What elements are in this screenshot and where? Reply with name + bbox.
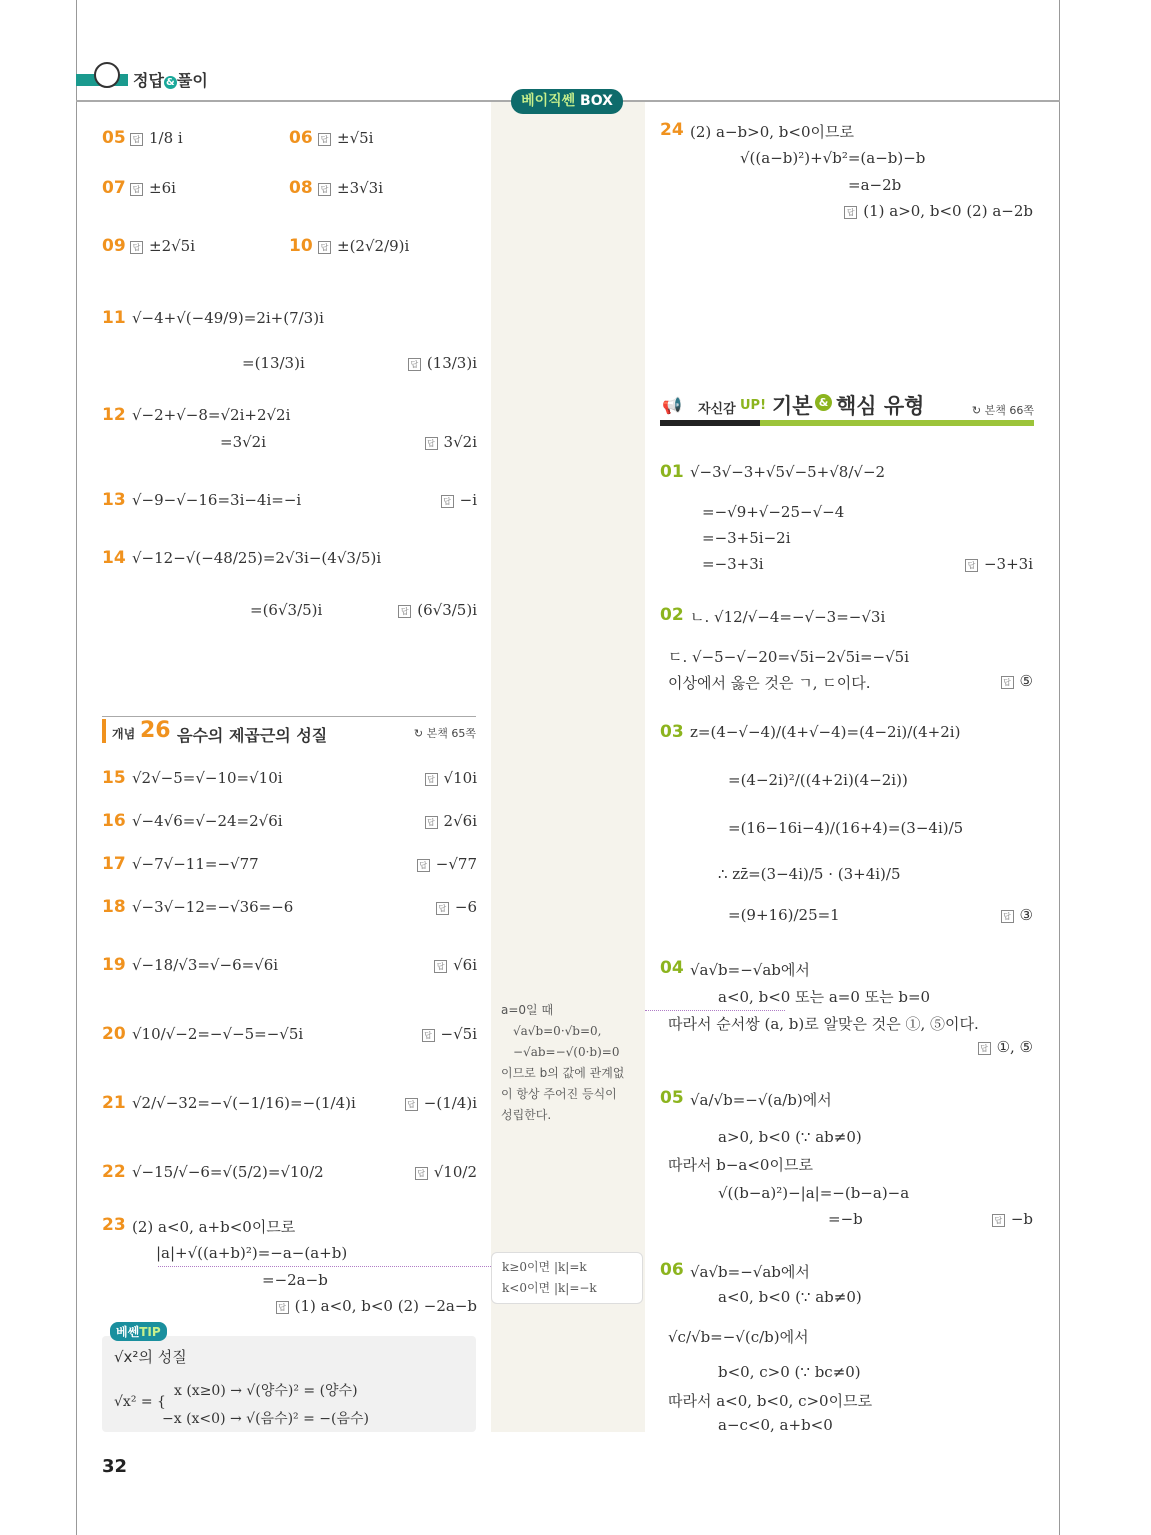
solution-line: √((b−a)²)−|a|=−(b−a)−a bbox=[718, 1184, 910, 1202]
answer-value: 1/8 i bbox=[149, 129, 183, 147]
box-label-text: 베이직쎈 bbox=[521, 93, 576, 109]
answer bbox=[130, 179, 176, 197]
tip-case-positive: x (x≥0) → √(양수)² = (양수) bbox=[174, 1383, 358, 1399]
answer-mark-icon: 답 bbox=[130, 241, 143, 254]
solution-line: =(13/3)i bbox=[242, 354, 305, 372]
answer bbox=[844, 202, 1033, 220]
tip-title: √x²의 성질 bbox=[114, 1348, 187, 1366]
solution-line: √−12−√(−48/25)=2√3i−(4√3/5)i bbox=[132, 549, 382, 567]
basic-core-section-header bbox=[660, 390, 1034, 428]
concept-section-header bbox=[102, 716, 476, 745]
problem-number: 13 bbox=[102, 490, 126, 510]
textbook-page-ref: ↻ 본책 65쪽 bbox=[413, 727, 476, 740]
note-line: 이므로 b의 값에 관계없 bbox=[501, 1066, 625, 1080]
tip-box bbox=[102, 1322, 476, 1432]
solution-line: =a−2b bbox=[848, 176, 902, 194]
solution-line: √−2+√−8=√2i+2√2i bbox=[132, 406, 291, 424]
answer-value: ±3√3i bbox=[337, 179, 384, 197]
answer bbox=[276, 1297, 477, 1315]
answer bbox=[318, 237, 409, 255]
solution-line: √a/√b=−√(a/b)에서 bbox=[690, 1091, 832, 1109]
alarm-clock-icon bbox=[94, 62, 120, 88]
answer-mark-icon: 답 bbox=[992, 1214, 1005, 1227]
concept-title: 음수의 제곱근의 성질 bbox=[177, 726, 328, 745]
solution-line: =−3+3i bbox=[702, 555, 764, 573]
solution-line: =(6√3/5)i bbox=[250, 601, 323, 619]
answer bbox=[422, 1025, 477, 1043]
answer bbox=[425, 433, 477, 451]
tip-formula-lhs: √x² = { bbox=[114, 1394, 166, 1410]
answer-mark-icon: 답 bbox=[1001, 910, 1014, 923]
solution-line: ∴ zz̄=(3−4i)/5 · (3+4i)/5 bbox=[718, 865, 901, 883]
solution-line: =−2a−b bbox=[262, 1271, 328, 1289]
concept-label: 개념 bbox=[112, 727, 136, 741]
answer-mark-icon: 답 bbox=[318, 241, 331, 254]
solution-line: a<0, b<0 (∵ ab≠0) bbox=[718, 1288, 862, 1306]
megaphone-icon: 📢 bbox=[662, 396, 682, 415]
answer-mark-icon: 답 bbox=[318, 133, 331, 146]
problem-number: 17 bbox=[102, 854, 126, 874]
title-part: 풀이 bbox=[176, 71, 208, 90]
answer-value: −√77 bbox=[435, 855, 477, 873]
solution-line: √2√−5=√−10=√10i bbox=[132, 769, 283, 787]
solution-line: =−√9+√−25−√−4 bbox=[702, 503, 845, 521]
answer-value: (1) a<0, b<0 (2) −2a−b bbox=[294, 1297, 477, 1315]
answer bbox=[318, 129, 373, 147]
problem-number: 23 bbox=[102, 1215, 126, 1235]
answer-value: −√5i bbox=[440, 1025, 477, 1043]
solution-line: =3√2i bbox=[220, 433, 267, 451]
answer bbox=[318, 179, 383, 197]
note-line: k<0이면 |k|=−k bbox=[502, 1281, 597, 1295]
problem-number: 01 bbox=[660, 462, 684, 482]
solution-line: √a√b=−√ab에서 bbox=[690, 961, 810, 979]
answer bbox=[434, 956, 477, 974]
solution-line: √−3√−12=−√36=−6 bbox=[132, 898, 294, 916]
answer-mark-icon: 답 bbox=[441, 495, 454, 508]
note-line: −√ab=−√(0·b)=0 bbox=[513, 1045, 620, 1059]
problem-number: 09 bbox=[102, 236, 126, 256]
answer-value: √10i bbox=[443, 769, 477, 787]
solution-line: ㄷ. √−5−√−20=√5i−2√5i=−√5i bbox=[668, 648, 909, 666]
tip-case-negative: −x (x<0) → √(음수)² = −(음수) bbox=[162, 1411, 370, 1427]
solution-line: |a|+√((a+b)²)=−a−(a+b) bbox=[156, 1244, 348, 1262]
page-title bbox=[133, 68, 208, 91]
solution-line: √−4+√(−49/9)=2i+(7/3)i bbox=[132, 309, 324, 327]
tip-body bbox=[102, 1336, 476, 1432]
solution-line: √10/√−2=−√−5=−√5i bbox=[132, 1025, 304, 1043]
answer-value: −i bbox=[459, 491, 477, 509]
answer-value: (1) a>0, b<0 (2) a−2b bbox=[863, 202, 1033, 220]
answer bbox=[398, 601, 477, 619]
section-underline bbox=[760, 420, 1034, 426]
section-underline bbox=[660, 420, 760, 426]
ref-text: 본책 65쪽 bbox=[426, 727, 476, 740]
solution-line: √−7√−11=−√77 bbox=[132, 855, 259, 873]
problem-number: 14 bbox=[102, 548, 126, 568]
solution-line: b<0, c>0 (∵ bc≠0) bbox=[718, 1363, 861, 1381]
answer-mark-icon: 답 bbox=[417, 859, 430, 872]
answer bbox=[425, 769, 477, 787]
answer-mark-icon: 답 bbox=[318, 183, 331, 196]
answer-mark-icon: 답 bbox=[844, 206, 857, 219]
answer-mark-icon: 답 bbox=[405, 1098, 418, 1111]
note-line: k≥0이면 |k|=k bbox=[502, 1260, 587, 1274]
problem-number: 06 bbox=[289, 128, 313, 148]
section-label-up: UP! bbox=[740, 398, 767, 413]
answer-mark-icon: 답 bbox=[130, 183, 143, 196]
problem-number: 16 bbox=[102, 811, 126, 831]
problem-number: 22 bbox=[102, 1162, 126, 1182]
solution-line: √a√b=−√ab에서 bbox=[690, 1263, 810, 1281]
section-label: 자신감 bbox=[698, 402, 736, 417]
solution-line: (2) a−b>0, b<0이므로 bbox=[690, 123, 854, 141]
solution-line: a<0, b<0 또는 a=0 또는 b=0 bbox=[718, 988, 931, 1006]
answer bbox=[130, 237, 195, 255]
problem-number: 21 bbox=[102, 1093, 126, 1113]
ampersand-badge: & bbox=[164, 76, 177, 89]
answer-value: ±√5i bbox=[337, 129, 374, 147]
problem-number: 12 bbox=[102, 405, 126, 425]
section-title: 핵심 유형 bbox=[836, 394, 925, 418]
dotted-connector bbox=[158, 1266, 491, 1267]
problem-number: 18 bbox=[102, 897, 126, 917]
tip-label bbox=[110, 1322, 167, 1341]
answer bbox=[965, 555, 1033, 573]
problem-number: 15 bbox=[102, 768, 126, 788]
answer-mark-icon: 답 bbox=[408, 358, 421, 371]
answer-mark-icon: 답 bbox=[415, 1167, 428, 1180]
solution-line: √−4√6=√−24=2√6i bbox=[132, 812, 283, 830]
page-left-border bbox=[76, 0, 77, 1535]
answer-mark-icon: 답 bbox=[425, 773, 438, 786]
answer bbox=[1001, 672, 1033, 690]
problem-number: 08 bbox=[289, 178, 313, 198]
note-line: 이 항상 주어진 등식이 bbox=[501, 1087, 617, 1101]
answer-value: (13/3)i bbox=[426, 354, 477, 372]
box-label-text: BOX bbox=[580, 93, 613, 109]
ref-text: 본책 66쪽 bbox=[984, 404, 1034, 417]
problem-number: 07 bbox=[102, 178, 126, 198]
solution-line: 따라서 b−a<0이므로 bbox=[668, 1156, 813, 1174]
answer-value: 3√2i bbox=[443, 433, 477, 451]
answer-value: √10/2 bbox=[433, 1163, 477, 1181]
answer-mark-icon: 답 bbox=[434, 960, 447, 973]
solution-line: =−b bbox=[828, 1210, 863, 1228]
answer-value: ⑤ bbox=[1019, 672, 1033, 690]
answer-mark-icon: 답 bbox=[978, 1042, 991, 1055]
answer-value: 2√6i bbox=[443, 812, 477, 830]
solution-line: ㄴ. √12/√−4=−√−3=−√3i bbox=[690, 608, 886, 626]
answer-mark-icon: 답 bbox=[398, 605, 411, 618]
textbook-page-ref: ↻ 본책 66쪽 bbox=[971, 404, 1034, 417]
answer bbox=[415, 1163, 477, 1181]
answer-value: (6√3/5)i bbox=[417, 601, 477, 619]
problem-number: 11 bbox=[102, 308, 126, 328]
note-line: 성립한다. bbox=[501, 1108, 552, 1122]
answer-mark-icon: 답 bbox=[422, 1029, 435, 1042]
basic-box-column bbox=[491, 102, 645, 1432]
solution-line: √c/√b=−√(c/b)에서 bbox=[668, 1328, 809, 1346]
solution-line: (2) a<0, a+b<0이므로 bbox=[132, 1218, 296, 1236]
answer-value: ±2√5i bbox=[149, 237, 196, 255]
problem-number: 10 bbox=[289, 236, 313, 256]
answer-mark-icon: 답 bbox=[436, 902, 449, 915]
solution-line: a>0, b<0 (∵ ab≠0) bbox=[718, 1128, 862, 1146]
problem-number: 19 bbox=[102, 955, 126, 975]
answer-value: √6i bbox=[453, 956, 477, 974]
solution-line: =(9+16)/25=1 bbox=[728, 906, 840, 924]
box-note-absolute-value bbox=[491, 1252, 643, 1304]
answer-mark-icon: 답 bbox=[425, 816, 438, 829]
answer-mark-icon: 답 bbox=[130, 133, 143, 146]
answer bbox=[130, 129, 183, 147]
page-right-border bbox=[1059, 0, 1060, 1535]
answer-value: −3+3i bbox=[983, 555, 1033, 573]
answer-mark-icon: 답 bbox=[965, 559, 978, 572]
tip-label-text: 베쎈 bbox=[116, 1325, 140, 1339]
solution-line: 따라서 a<0, b<0, c>0이므로 bbox=[668, 1392, 873, 1410]
solution-line: =(4−2i)²/((4+2i)(4−2i)) bbox=[728, 771, 908, 789]
answer bbox=[405, 1094, 477, 1112]
answer-value: −6 bbox=[454, 898, 477, 916]
answer-mark-icon: 답 bbox=[425, 437, 438, 450]
section-title: 기본 bbox=[772, 394, 813, 418]
dotted-connector bbox=[645, 1010, 785, 1011]
answer bbox=[441, 491, 477, 509]
solution-line: √((a−b)²)+√b²=(a−b)−b bbox=[740, 149, 926, 167]
page-number: 32 bbox=[102, 1456, 128, 1477]
problem-number: 05 bbox=[660, 1088, 684, 1108]
answer bbox=[1001, 906, 1033, 924]
box-note-a-zero bbox=[501, 1000, 641, 1126]
problem-number: 02 bbox=[660, 605, 684, 625]
answer-value: ±6i bbox=[149, 179, 176, 197]
ampersand-badge: & bbox=[815, 394, 832, 411]
answer-value: ③ bbox=[1019, 906, 1033, 924]
solution-line: =(16−16i−4)/(16+4)=(3−4i)/5 bbox=[728, 819, 964, 837]
answer-mark-icon: 답 bbox=[1001, 676, 1014, 689]
answer bbox=[992, 1210, 1033, 1228]
answer-mark-icon: 답 bbox=[276, 1301, 289, 1314]
answer-value: −(1/4)i bbox=[423, 1094, 477, 1112]
answer-value: ①, ⑤ bbox=[996, 1038, 1033, 1056]
concept-number: 26 bbox=[140, 718, 171, 743]
tip-label-text: TIP bbox=[139, 1325, 161, 1339]
title-part: 정답 bbox=[133, 71, 164, 90]
answer bbox=[408, 354, 477, 372]
solution-line: √2/√−32=−√(−1/16)=−(1/4)i bbox=[132, 1094, 356, 1112]
answer bbox=[978, 1038, 1033, 1056]
solution-line: 이상에서 옳은 것은 ㄱ, ㄷ이다. bbox=[668, 674, 871, 692]
answer bbox=[436, 898, 477, 916]
solution-line: √−9−√−16=3i−4i=−i bbox=[132, 491, 302, 509]
problem-number: 05 bbox=[102, 128, 126, 148]
solution-line: 따라서 순서쌍 (a, b)로 알맞은 것은 ①, ⑤이다. bbox=[668, 1015, 979, 1033]
solution-line: z=(4−√−4)/(4+√−4)=(4−2i)/(4+2i) bbox=[690, 723, 961, 741]
answer bbox=[425, 812, 477, 830]
problem-number: 04 bbox=[660, 958, 684, 978]
solution-line: a−c<0, a+b<0 bbox=[718, 1416, 833, 1434]
problem-number: 03 bbox=[660, 722, 684, 742]
answer bbox=[417, 855, 477, 873]
problem-number: 20 bbox=[102, 1024, 126, 1044]
answer-value: ±(2√2/9)i bbox=[337, 237, 410, 255]
solution-line: √−3√−3+√5√−5+√8/√−2 bbox=[690, 463, 886, 481]
solution-line: √−18/√3=√−6=√6i bbox=[132, 956, 279, 974]
problem-number: 06 bbox=[660, 1260, 684, 1280]
basic-box-label bbox=[511, 89, 623, 114]
section-accent-bar bbox=[102, 719, 106, 743]
note-line: a=0일 때 bbox=[501, 1003, 554, 1017]
problem-number: 24 bbox=[660, 120, 684, 140]
answer-value: −b bbox=[1010, 1210, 1033, 1228]
solution-line: =−3+5i−2i bbox=[702, 529, 791, 547]
note-line: √a√b=0·√b=0, bbox=[513, 1024, 602, 1038]
solution-line: √−15/√−6=√(5/2)=√10/2 bbox=[132, 1163, 324, 1181]
